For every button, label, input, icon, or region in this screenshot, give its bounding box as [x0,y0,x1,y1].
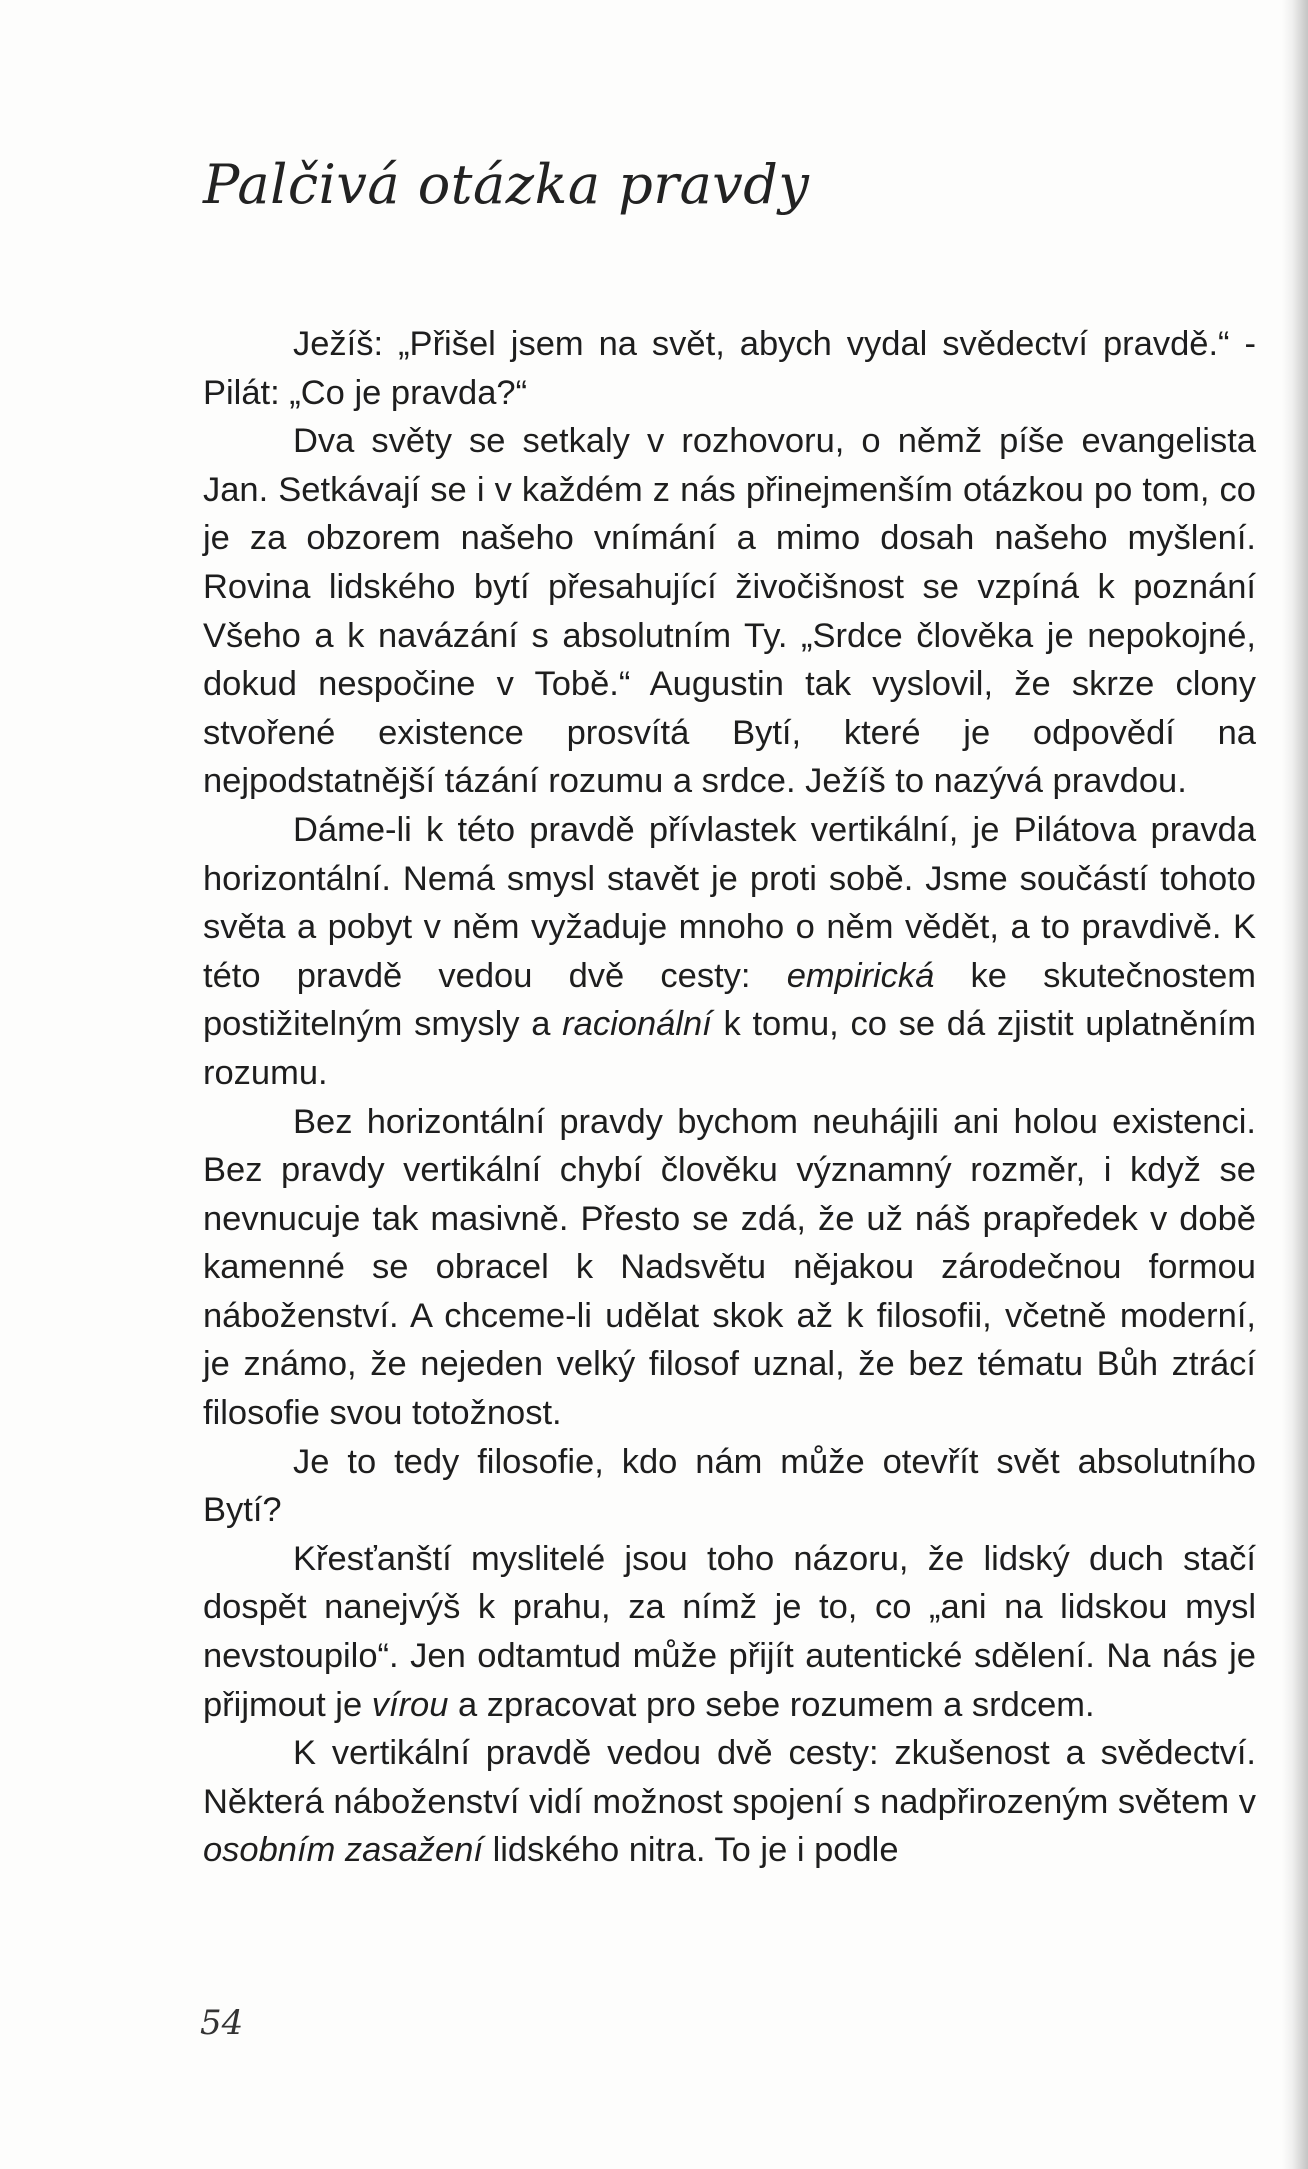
paragraph-3-emphasis-empiricka: empirická [786,956,935,995]
paragraph-3 [203,806,1256,1098]
paragraph-3-text-a: Dáme-li k této pravdě přívlastek vertikální, je Pilátova pravda horizontální. Nemá smysl stavět je proti sobě. Jsme součástí tohoto světa a pobyt v něm vyžaduje mnoho o něm vědět, a to pravdivě. K této pravdě vedou dvě cesty: [203,810,1256,995]
page-edge-shadow [1282,0,1308,2169]
paragraph-6 [203,1535,1256,1729]
paragraph-6-emphasis-virou: vírou [371,1685,449,1724]
paragraph-7 [203,1729,1256,1875]
paragraph-1-text: Ježíš: „Přišel jsem na svět, abych vydal svědectví pravdě.“ - Pilát: „Co je pravda?“ [203,325,1256,412]
paragraph-3-text-b: ke skutečnostem postižitelným smysly a [203,956,1257,1044]
paragraph-7-text-a: K vertikální pravdě vedou dvě cesty: zkušenost a svědectví. Některá náboženství vidí možnost spojení s nadpřirozeným světem v [203,1734,1256,1821]
paragraph-7-emphasis-osobnim-zasazeni: osobním zasažení [203,1831,483,1870]
chapter-title: Palčivá otázka pravdy [203,153,810,216]
paragraph-3-text-c: k tomu, co se dá zjistit uplatněním rozumu. [203,1005,1256,1092]
paragraph-1 [203,320,1256,417]
paragraph-7-text-b: lidského nitra. To je i podle [483,1831,899,1870]
paragraph-5-text: Je to tedy filosofie, kdo nám může otevřít svět absolutního Bytí? [203,1442,1256,1530]
paragraph-3-emphasis-racionalni: racionální [562,1005,712,1044]
paragraph-4 [203,1098,1256,1438]
paragraph-4-text: Bez horizontální pravdy bychom neuhájili ani holou existenci. Bez pravdy vertikální chybí člověku významný rozměr, i když se nevnucuje tak masivně. Přesto se zdá, že už náš prapředek v době kamenné se obracel k Nadsvětu nějakou zárodečnou formou náboženství. A chceme-li udělat skok až k filosofii, včetně moderní, je známo, že nejeden velký filosof uznal, že bez tématu Bůh ztrácí filosofie svou totožnost. [203,1102,1256,1433]
body-text [203,320,1256,1875]
paragraph-2 [203,417,1256,806]
paragraph-6-text-b: a zpracovat pro sebe rozumem a srdcem. [448,1685,1095,1724]
page-number: 54 [200,2003,244,2043]
paragraph-5 [203,1438,1256,1535]
paragraph-2-text: Dva světy se setkaly v rozhovoru, o němž píše evangelista Jan. Setkávají se i v každém z nás přinejmenším otázkou po tom, co je za obzorem našeho vnímání a mimo dosah našeho myšlení. Rovina lidského bytí přesahující živočišnost se vzpíná k poznání Všeho a k navázání s absolutním Ty. „Srdce člověka je nepokojné, dokud nespočine v Tobě.“ Augustin tak vyslovil, že skrze clony stvořené existence prosvítá Bytí, které je odpovědí na nejpodstatnější tázání rozumu a srdce. Ježíš to nazývá pravdou. [203,422,1256,801]
paragraph-6-text-a: Křesťanští myslitelé jsou toho názoru, že lidský duch stačí dospět nanejvýš k prahu, za nímž je to, co „ani na lidskou mysl nevstoupilo“. Jen odtamtud může přijít autentické sdělení. Na nás je přijmout je [203,1539,1256,1724]
